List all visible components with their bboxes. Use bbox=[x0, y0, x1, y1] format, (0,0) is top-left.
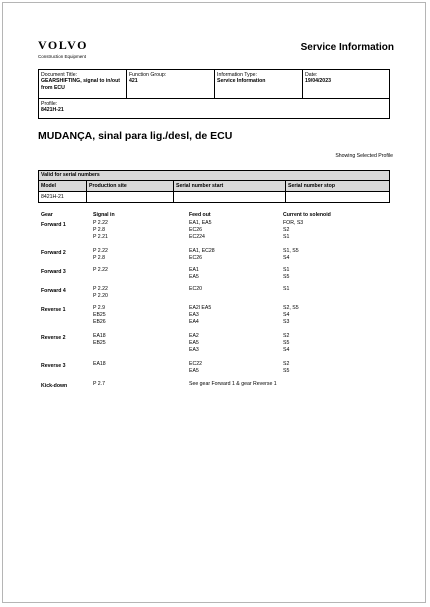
signal-in-value: EB25 bbox=[93, 312, 106, 319]
feed-out-value: EC20 bbox=[189, 286, 202, 292]
current-to-solenoid-value: S1 bbox=[283, 286, 290, 292]
signal-in-cell bbox=[93, 361, 106, 368]
date-value: 19/04/2023 bbox=[305, 78, 331, 85]
current-to-solenoid-value: S5 bbox=[283, 368, 290, 375]
doc-title-value: GEARSHIFTING, signal to in/out from ECU bbox=[41, 78, 120, 91]
gear-column-header: Gear bbox=[41, 212, 53, 218]
gear-name: Reverse 3 bbox=[41, 363, 66, 369]
current-to-solenoid-value: S3 bbox=[283, 319, 290, 326]
current-to-solenoid-cell bbox=[283, 305, 299, 327]
feed-out-value: EC22 bbox=[189, 361, 202, 367]
signal-in-cell bbox=[93, 333, 106, 347]
logo-subtitle: Construction Equipment bbox=[38, 54, 87, 59]
feed-out-value: EA1 bbox=[189, 267, 199, 273]
current-to-solenoid-value: S4 bbox=[283, 312, 290, 319]
profile-label: Profile: bbox=[41, 101, 58, 107]
doc-title-label: Document Title: bbox=[41, 72, 78, 78]
current-to-solenoid-value: S1 bbox=[283, 267, 290, 273]
service-information-title: Service Information bbox=[300, 42, 394, 53]
document-info-box bbox=[38, 69, 390, 119]
current-to-solenoid-value: S5 bbox=[283, 274, 290, 281]
column-header-serial-stop: Serial number stop bbox=[288, 183, 335, 189]
cell-model: 8421H-21 bbox=[39, 192, 87, 202]
current-to-solenoid-value: S4 bbox=[283, 347, 290, 354]
current-to-solenoid-value: S2 bbox=[283, 361, 290, 367]
gear-name: Kick-down bbox=[41, 383, 68, 389]
date-cell bbox=[303, 70, 389, 98]
signal-in-cell bbox=[93, 286, 108, 300]
signal-in-cell bbox=[93, 381, 105, 388]
current-to-solenoid-value: S4 bbox=[283, 255, 290, 262]
feed-out-column-header: Feed out bbox=[189, 212, 211, 218]
signal-in-value: EB25 bbox=[93, 340, 106, 347]
feed-out-value: EA3 bbox=[189, 347, 199, 354]
volvo-logo: VOLVO bbox=[38, 38, 88, 52]
current-to-solenoid-column-header: Current to solenoid bbox=[283, 212, 331, 218]
current-to-solenoid-cell bbox=[283, 267, 289, 281]
column-header-production-site: Production site bbox=[87, 181, 174, 191]
signal-in-value: P 2.21 bbox=[93, 234, 108, 241]
function-group-label: Function Group: bbox=[129, 72, 167, 78]
signal-in-value: EA18 bbox=[93, 333, 106, 339]
gear-name: Forward 3 bbox=[41, 269, 66, 275]
feed-out-cell bbox=[189, 267, 199, 281]
feed-out-value: See gear Forward 1 & gear Reverse 1 bbox=[189, 381, 277, 387]
current-to-solenoid-value: S2, S5 bbox=[283, 305, 299, 311]
feed-out-value: EA2l EA5 bbox=[189, 305, 212, 311]
signal-in-value: P 2.7 bbox=[93, 381, 106, 387]
signal-in-cell bbox=[93, 220, 108, 242]
profile-cell bbox=[39, 98, 389, 119]
current-to-solenoid-cell bbox=[283, 333, 289, 355]
feed-out-value: EA2 bbox=[189, 333, 199, 339]
serial-table-column-headers bbox=[39, 181, 389, 192]
feed-out-value: EA5 bbox=[189, 274, 199, 281]
document-main-title: MUDANÇA, sinal para lig./desl, de ECU bbox=[38, 130, 233, 142]
function-group-value: 421 bbox=[129, 78, 138, 85]
info-type-label: Information Type: bbox=[217, 72, 257, 78]
feed-out-value: EA5 bbox=[189, 368, 199, 375]
current-to-solenoid-cell bbox=[283, 248, 299, 262]
function-group-cell bbox=[127, 70, 215, 98]
signal-in-value: EA18 bbox=[93, 361, 106, 367]
doc-title-cell bbox=[39, 70, 127, 98]
feed-out-cell bbox=[189, 381, 277, 388]
current-to-solenoid-value: S1 bbox=[283, 234, 290, 241]
feed-out-cell bbox=[189, 333, 199, 355]
serial-table-header: Valid for serial numbers bbox=[39, 171, 389, 181]
feed-out-value: EA5 bbox=[189, 340, 199, 347]
column-header-serial-start: Serial number start bbox=[174, 181, 286, 191]
feed-out-value: EA3 bbox=[189, 312, 199, 319]
signal-in-value: P 2.9 bbox=[93, 305, 106, 311]
date-label: Date: bbox=[305, 72, 318, 78]
feed-out-cell bbox=[189, 361, 202, 375]
cell-serial-stop bbox=[286, 192, 389, 202]
signal-in-value: P 2.22 bbox=[93, 267, 108, 273]
signal-in-value: EB26 bbox=[93, 319, 106, 326]
current-to-solenoid-value: S2 bbox=[283, 333, 290, 339]
signal-in-value: P 2.8 bbox=[93, 255, 106, 262]
signal-in-value: P 2.20 bbox=[93, 293, 108, 300]
signal-in-cell bbox=[93, 248, 108, 262]
signal-in-cell bbox=[93, 267, 108, 274]
serial-number-table bbox=[38, 170, 390, 203]
table-row bbox=[39, 192, 389, 202]
column-header-model: Model bbox=[39, 181, 87, 191]
feed-out-value: EC26 bbox=[189, 255, 202, 262]
profile-value: 8421H-21 bbox=[41, 107, 64, 114]
gear-name: Reverse 2 bbox=[41, 335, 66, 341]
gear-name: Reverse 1 bbox=[41, 307, 66, 313]
info-type-cell bbox=[215, 70, 303, 98]
current-to-solenoid-cell bbox=[283, 361, 289, 375]
signal-in-value: P 2.22 bbox=[93, 220, 108, 226]
feed-out-value: EA1, EC28 bbox=[189, 248, 215, 254]
signal-in-cell bbox=[93, 305, 106, 327]
current-to-solenoid-cell bbox=[283, 286, 289, 293]
feed-out-value: EA1, EA5 bbox=[189, 220, 212, 226]
current-to-solenoid-cell bbox=[283, 220, 303, 242]
feed-out-cell bbox=[189, 286, 202, 293]
signal-in-column-header: Signal in bbox=[93, 212, 115, 218]
signal-in-value: P 2.22 bbox=[93, 248, 108, 254]
cell-serial-start bbox=[174, 192, 286, 202]
current-to-solenoid-value: S2 bbox=[283, 227, 290, 234]
feed-out-cell bbox=[189, 220, 212, 242]
gear-name: Forward 4 bbox=[41, 288, 66, 294]
feed-out-cell bbox=[189, 248, 215, 262]
current-to-solenoid-value: S5 bbox=[283, 340, 290, 347]
feed-out-value: EC224 bbox=[189, 234, 205, 241]
gear-name: Forward 1 bbox=[41, 222, 66, 228]
feed-out-value: EC26 bbox=[189, 227, 202, 234]
current-to-solenoid-value: FOR, S3 bbox=[283, 220, 304, 226]
signal-in-value: P 2.22 bbox=[93, 286, 108, 292]
signal-in-value: P 2.8 bbox=[93, 227, 106, 234]
feed-out-cell bbox=[189, 305, 211, 327]
current-to-solenoid-value: S1, S5 bbox=[283, 248, 299, 254]
feed-out-value: EA4 bbox=[189, 319, 199, 326]
info-type-value: Service Information bbox=[217, 78, 266, 85]
cell-production-site bbox=[87, 192, 174, 202]
showing-selected-profile: Showing Selected Profile bbox=[335, 153, 393, 159]
gear-name: Forward 2 bbox=[41, 250, 66, 256]
